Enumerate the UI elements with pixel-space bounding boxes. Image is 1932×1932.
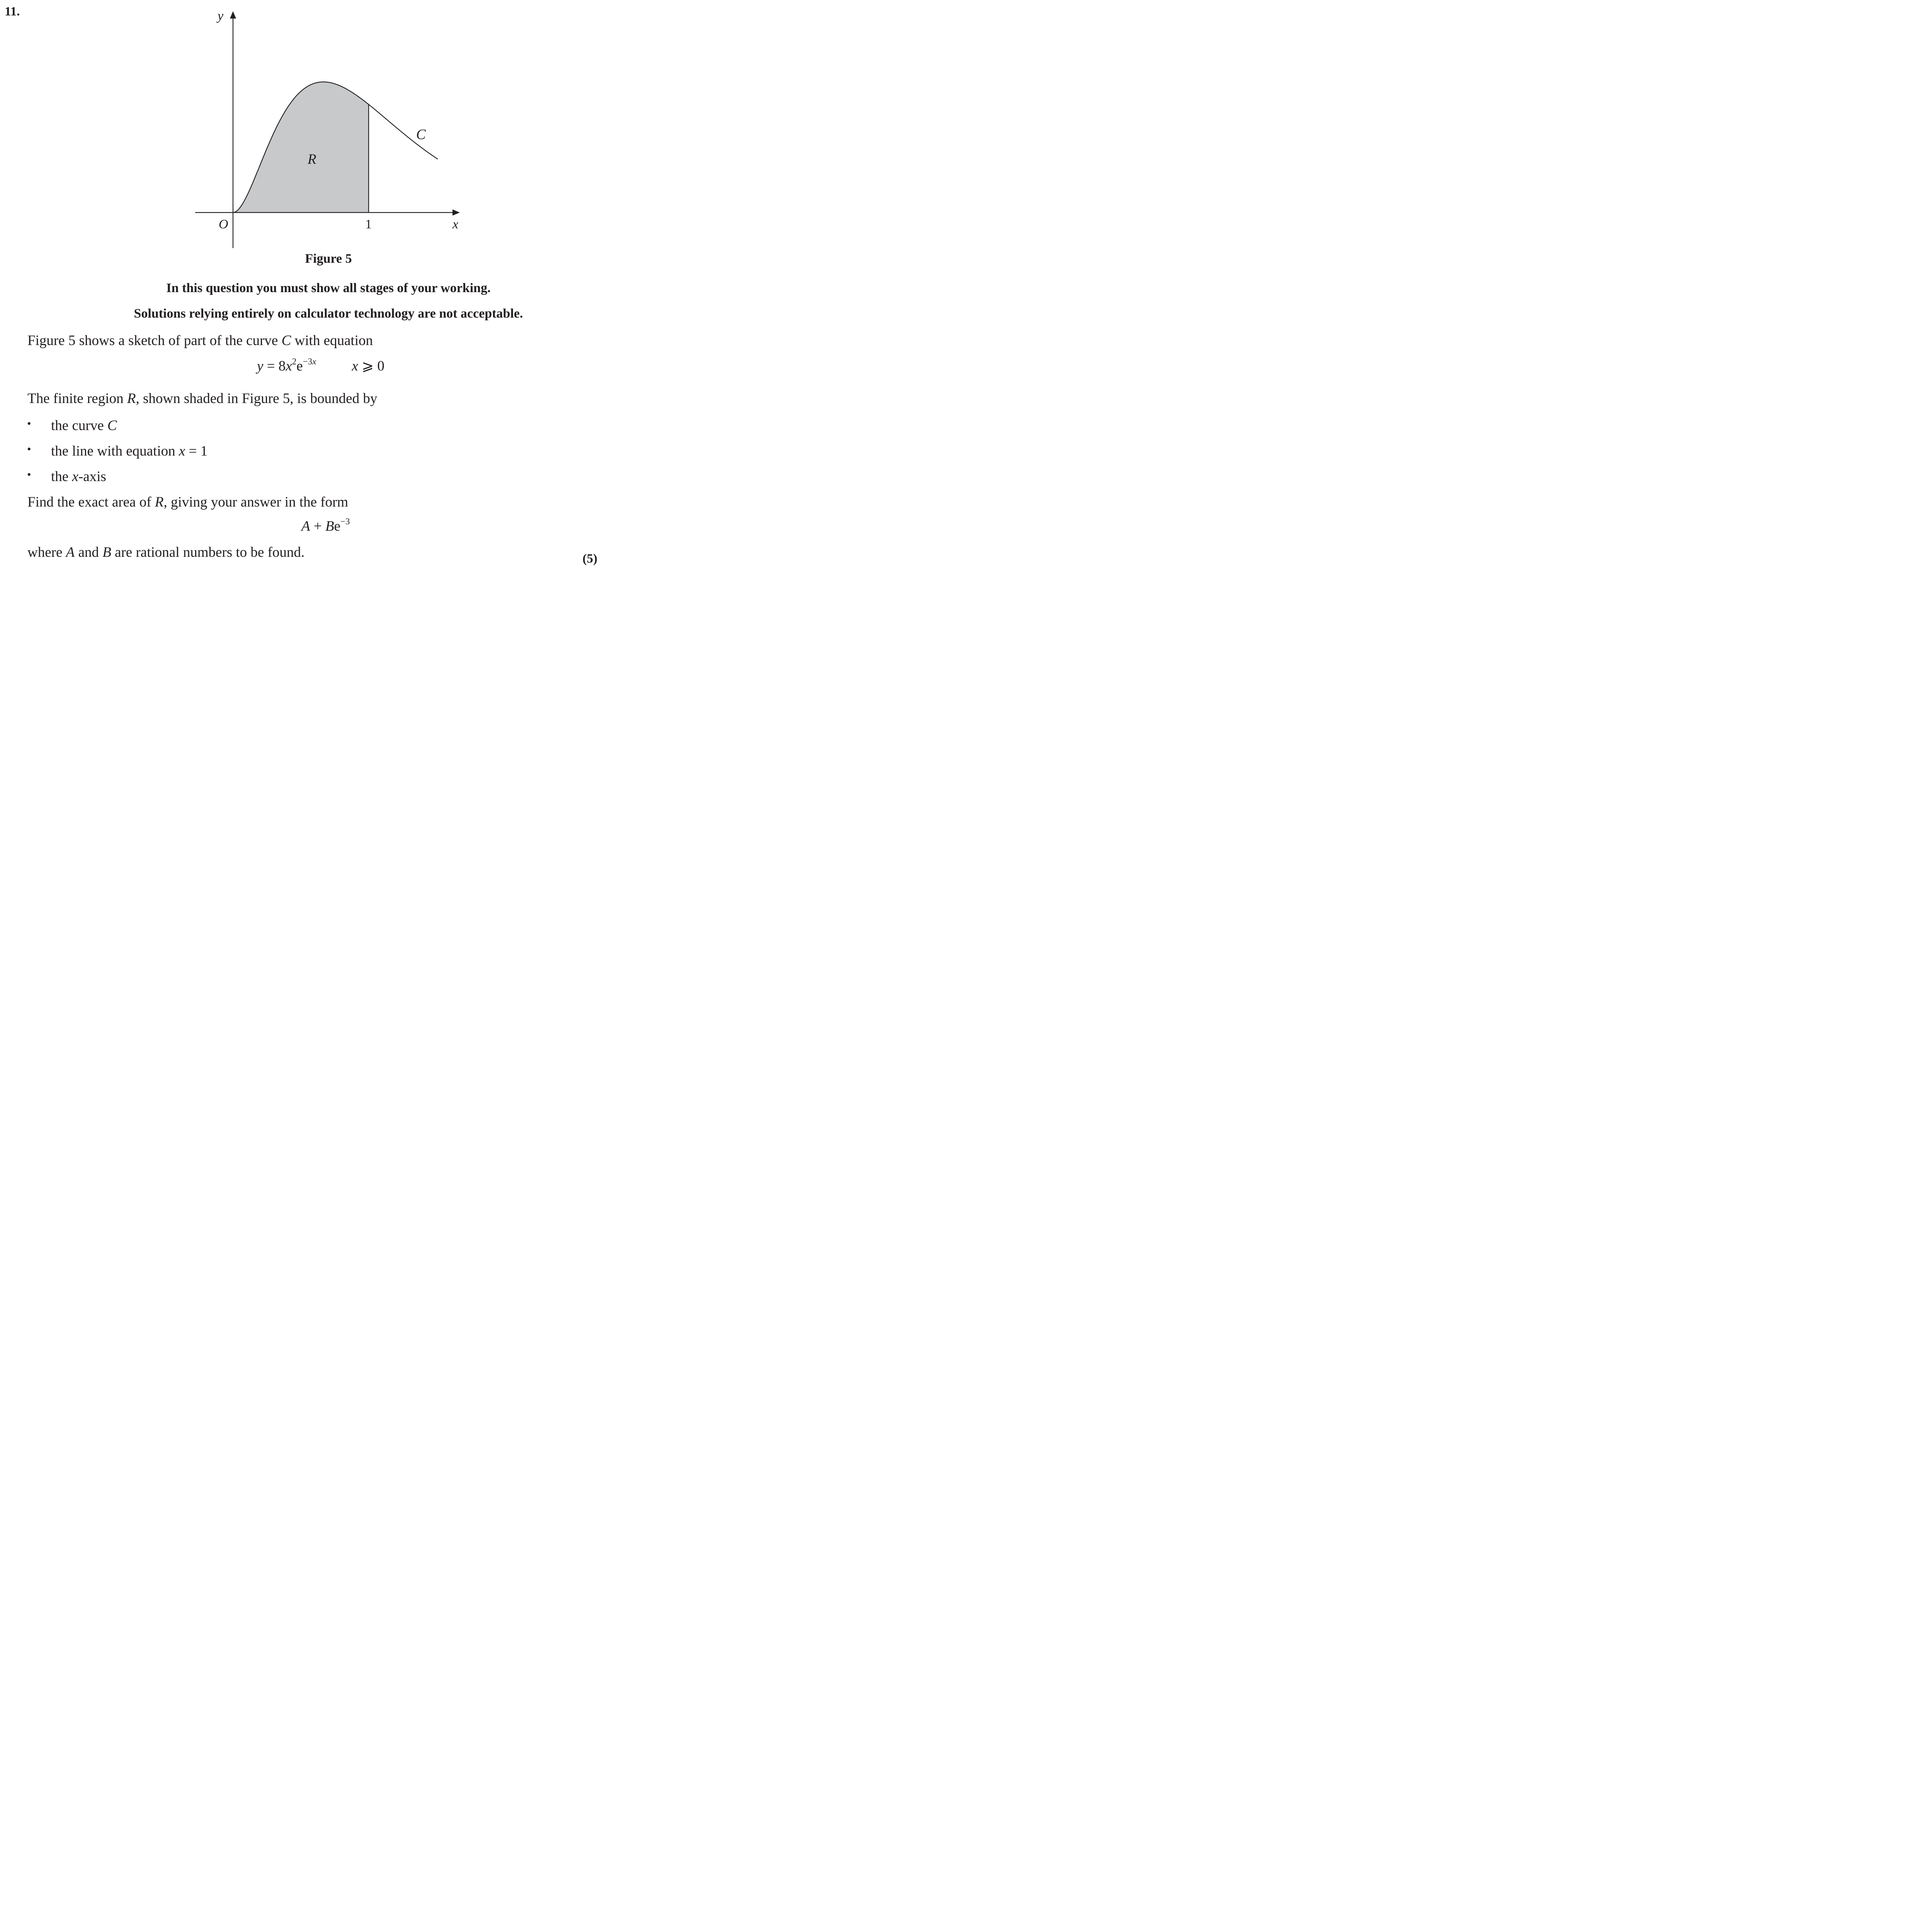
- closing-paragraph: where A and B are rational numbers to be found.: [27, 544, 305, 560]
- curve-variable: C: [281, 333, 291, 349]
- instruction-line-1: In this question you must show all stages of your working.: [166, 281, 491, 295]
- region-label: R: [308, 151, 316, 167]
- bullet-icon: •: [27, 443, 31, 456]
- bullet-item-x-axis: the x-axis: [51, 469, 106, 485]
- bullet-item-curve: the curve C: [51, 418, 117, 434]
- marks-label: (5): [582, 552, 597, 566]
- x-tick-label-1: 1: [365, 217, 372, 231]
- origin-label: O: [219, 217, 228, 231]
- x-axis-arrow-icon: [452, 209, 460, 216]
- curve-label: C: [416, 127, 426, 143]
- question-number: 11.: [5, 5, 20, 19]
- x-axis-label: x: [452, 217, 459, 231]
- bullet-icon: •: [27, 417, 31, 430]
- instruction-line-2: Solutions relying entirely on calculator technology are not acceptable.: [134, 306, 523, 321]
- y-axis-arrow-icon: [230, 11, 236, 19]
- bullet-icon: •: [27, 468, 31, 481]
- figure-caption: Figure 5: [305, 252, 352, 266]
- bullet-item-line: the line with equation x = 1: [51, 443, 208, 459]
- curve-equation: $y = 8x^2e^{-3x}$ x ⩾ 0: [257, 356, 384, 374]
- y-axis-label: y: [218, 9, 224, 23]
- shaded-region-r: [233, 82, 369, 213]
- task-paragraph: Find the exact area of R, giving your answer in the form: [27, 494, 349, 510]
- answer-form-expression: $A + Be^{-3}$: [301, 517, 350, 534]
- region-paragraph: The finite region R, shown shaded in Figure 5, is bounded by: [27, 391, 378, 406]
- intro-paragraph: Figure 5 shows a sketch of part of the curve C with equation: [27, 333, 373, 349]
- figure-5-graph: [0, 0, 600, 270]
